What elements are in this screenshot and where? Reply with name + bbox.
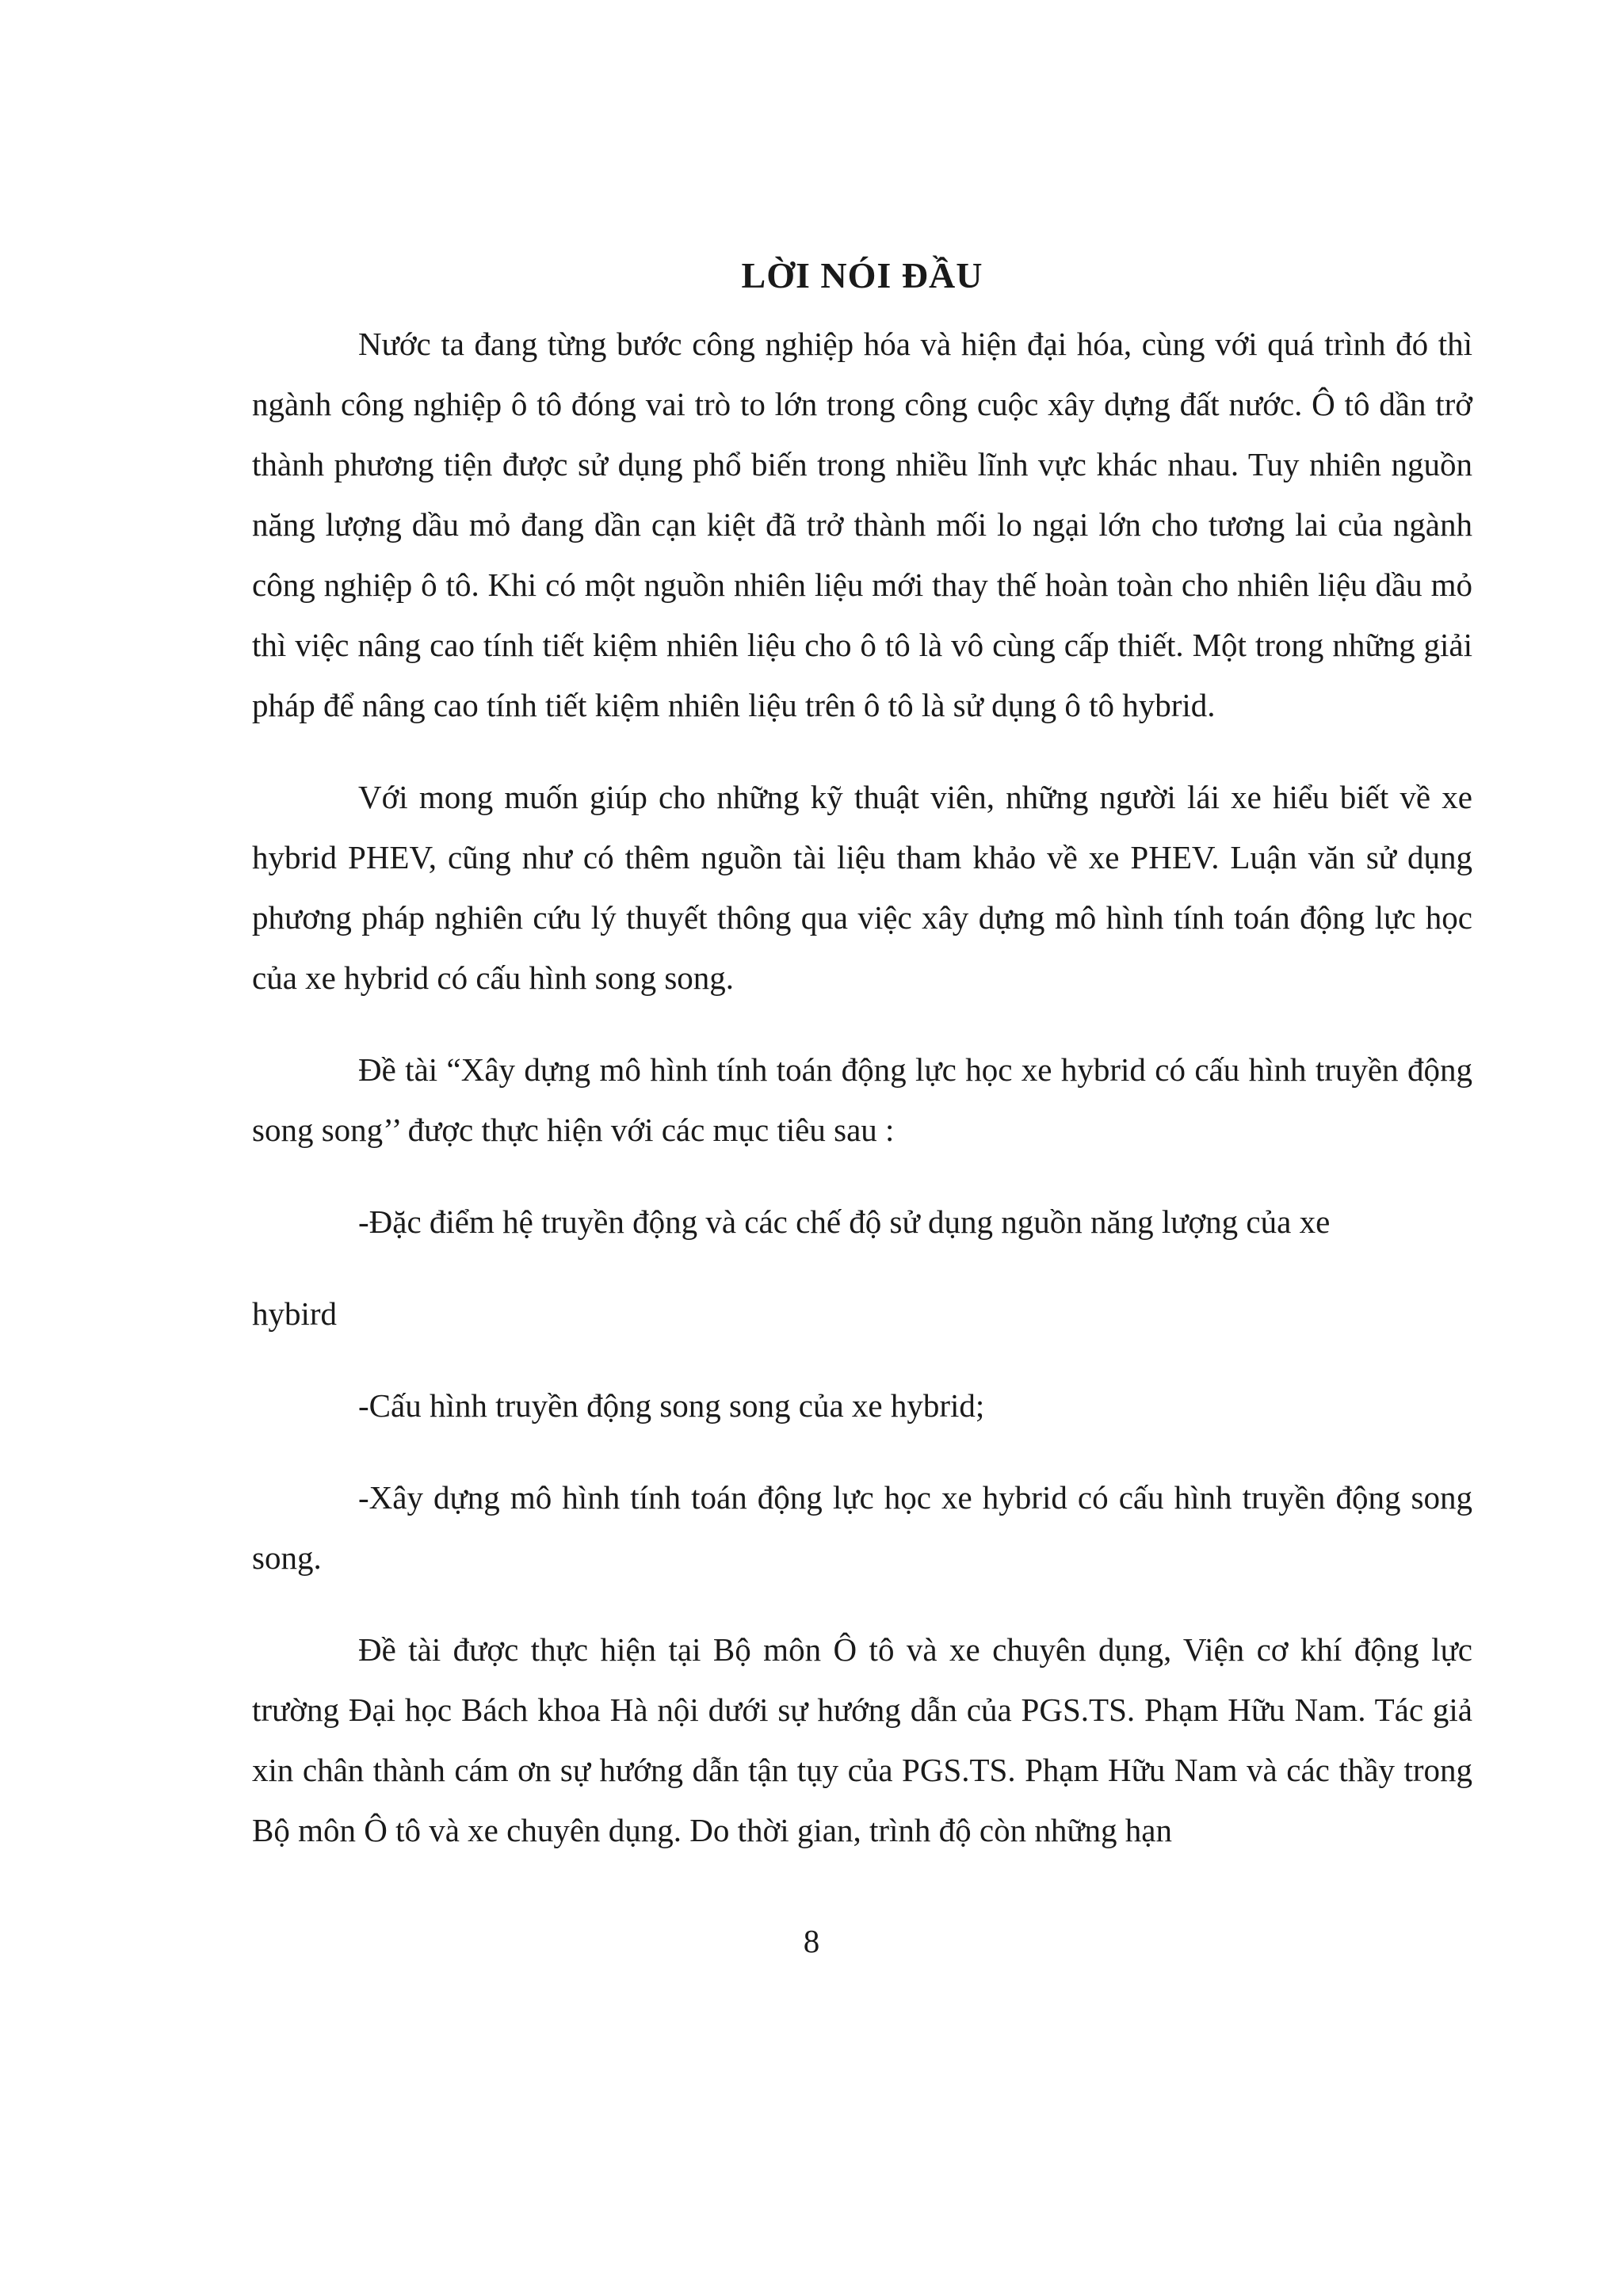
objective-item-3: -Xây dựng mô hình tính toán động lực học xe hybrid có cấu hình truyền động song song.: [252, 1479, 1472, 1576]
page-content: [252, 252, 1472, 1860]
objective-item-1: -Đặc điểm hệ truyền động và các chế độ sử dụng nguồn năng lượng của xe: [358, 1203, 1331, 1240]
paragraph-objectives-intro: Đề tài “Xây dựng mô hình tính toán động lực học xe hybrid có cấu hình truyền động song song’’ được thực hiện với các mục tiêu sau :: [252, 1051, 1472, 1148]
objective-item-1-continued: hybird: [252, 1295, 338, 1332]
page-number: 8: [803, 1923, 820, 1959]
objective-item-2: -Cấu hình truyền động song song của xe hybrid;: [358, 1387, 985, 1424]
paragraph-purpose: Với mong muốn giúp cho những kỹ thuật viên, những người lái xe hiểu biết về xe hybrid PHEV, cũng như có thêm nguồn tài liệu tham khảo về xe PHEV. Luận văn sử dụng phương pháp nghiên cứu lý thuyết thông qua việc xây dựng mô hình tính toán động lực học của xe hybrid có cấu hình song song.: [252, 779, 1472, 996]
paragraph-acknowledgement: Đề tài được thực hiện tại Bộ môn Ô tô và xe chuyên dụng, Viện cơ khí động lực trường Đại học Bách khoa Hà nội dưới sự hướng dẫn của PGS.TS. Phạm Hữu Nam. Tác giả xin chân thành cám ơn sự hướng dẫn tận tụy của PGS.TS. Phạm Hữu Nam và các thầy trong Bộ môn Ô tô và xe chuyên dụng. Do thời gian, trình độ còn những hạn: [252, 1631, 1472, 1848]
paragraph-intro: Nước ta đang từng bước công nghiệp hóa và hiện đại hóa, cùng với quá trình đó thì ngành công nghiệp ô tô đóng vai trò to lớn trong công cuộc xây dựng đất nước. Ô tô dần trở thành phương tiện được sử dụng phổ biến trong nhiều lĩnh vực khác nhau. Tuy nhiên nguồn năng lượng dầu mỏ đang dần cạn kiệt đã trở thành mối lo ngại lớn cho tương lai của ngành công nghiệp ô tô. Khi có một nguồn nhiên liệu mới thay thế hoàn toàn cho nhiên liệu dầu mỏ thì việc nâng cao tính tiết kiệm nhiên liệu cho ô tô là vô cùng cấp thiết. Một trong những giải pháp để nâng cao tính tiết kiệm nhiên liệu trên ô tô là sử dụng ô tô hybrid.: [252, 326, 1472, 723]
page-title: LỜI NÓI ĐẦU: [741, 255, 983, 296]
